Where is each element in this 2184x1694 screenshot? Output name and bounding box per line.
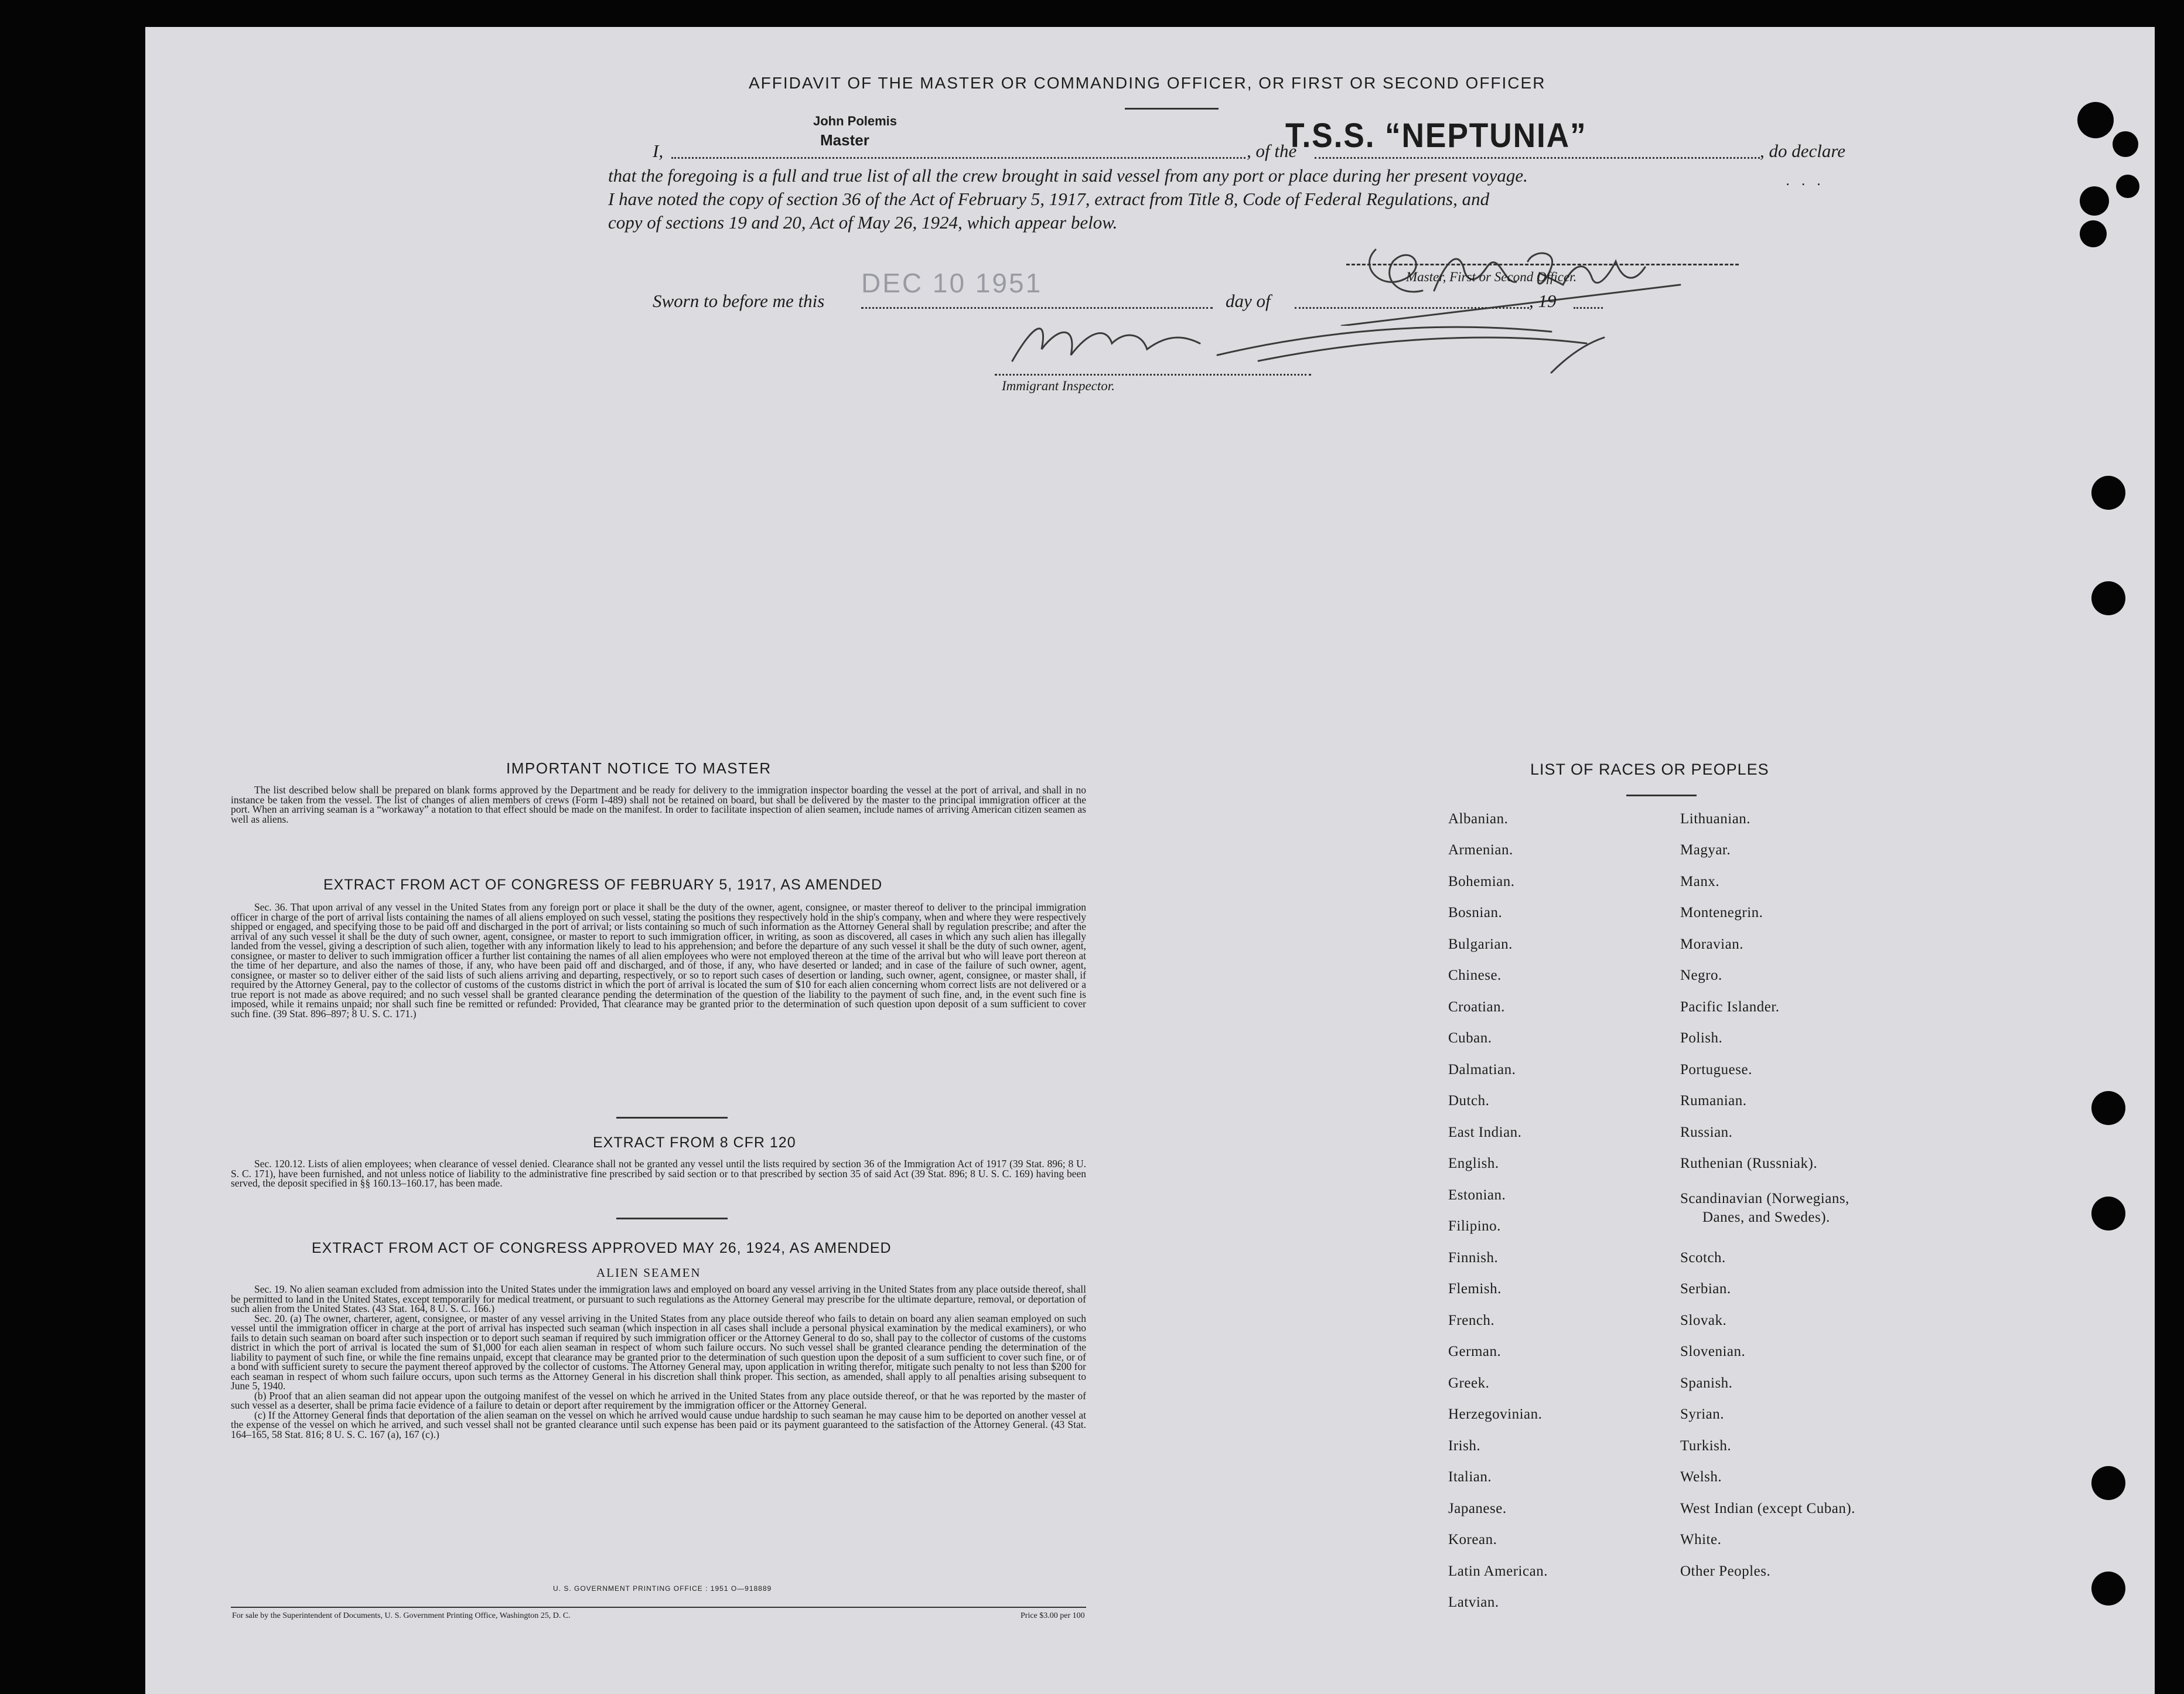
race-item: Rumanian. [1680,1093,1747,1109]
race-item: Filipino. [1448,1218,1501,1234]
vessel-name: T.S.S. “NEPTUNIA” [1285,117,1587,155]
race-item: Lithuanian. [1680,811,1751,827]
race-item: Cuban. [1448,1030,1492,1046]
race-item: Scotch. [1680,1250,1726,1266]
race-item: Bosnian. [1448,905,1503,921]
race-item: Moravian. [1680,936,1743,952]
binder-hole [2091,476,2125,510]
race-item: Spanish. [1680,1375,1733,1391]
race-item: Finnish. [1448,1250,1499,1266]
date-stamp: DEC 10 1951 [861,268,1043,298]
year-label: , 19 [1529,291,1557,311]
race-item: Flemish. [1448,1281,1502,1297]
race-item: Russian. [1680,1124,1733,1140]
extract-1917-body [231,902,1086,1018]
notice-body [231,785,1086,824]
race-item: Latvian. [1448,1594,1499,1610]
race-item: Slovak. [1680,1313,1727,1328]
section-20b-text: (b) Proof that an alien seaman did not appear upon the outgoing manifest of the vessel on which he arrived in the United States from any place outside thereof, or that he was reported by the master of such vessel as a deserter, shall be prima facie evidence of a failure to detain or deport after requirement by the immigration officer or the Attorney General. [231,1389,1086,1411]
day-of-label: day of [1226,291,1271,311]
race-item: Croatian. [1448,999,1505,1015]
race-item: Bulgarian. [1448,936,1513,952]
printing-office-note: U. S. GOVERNMENT PRINTING OFFICE : 1951 O—918889 [553,1584,772,1593]
binder-hole [2091,1572,2125,1606]
section-36-text: Sec. 36. That upon arrival of any vessel in the United States from any foreign port or place it shall be the duty of the owner, agent, consignee, or master thereof to deliver to the principal immigration officer in charge of the port of arrival lists containing the names of all aliens employed on such vessel, stating the positions they respectively hold in the ship's company, when and where they were respectively shipped or engaged, and specifying those to be paid off and discharged in the port of arrival; or lists containing so much of such information as the Attorney General shall by regulation prescribe; and after the arrival of any such vessel it shall be the duty of such owner, agent, consignee, or master to report to such immigration officer, in writing, as soon as discovered, all cases in which any such alien has illegally landed from the vessel, giving a description of such alien, together with any information likely to lead to his apprehension; and before the departure of any such vessel it shall be the duty of such owner, agent, consignee, or master to deliver to such immigration officer a further list containing the names of all alien employees who were not employed thereon at the time of the arrival but who will leave port thereon at the time of her departure, and also the names of those, if any, who have been paid off and discharged, and of those, if any, who have deserted or landed; and in case of the failure of such owner, agent, consignee, or master so to deliver either of the said lists of such aliens arriving and departing, respectively, or so to report such cases of desertion or landing, such owner, agent, consignee, or master shall, if required by the Attorney General, pay to the collector of customs of the customs district in which the port of arrival is located the sum of $10 for each alien concerning whom correct lists are not delivered or a true report is not made as above required; and no such vessel shall be granted clearance pending the determination of the question of the liability to the payment of such fine, and, in the event such fine is imposed, while it remains unpaid; nor shall such fine be remitted or refunded: Provided, That clearance may be granted prior to the determination of such question upon deposit of a sum sufficient to cover such fine. (39 Stat. 896–897; 8 U. S. C. 171.) [231,901,1086,1020]
extract-1924-title: EXTRACT FROM ACT OF CONGRESS APPROVED MAY 26, 1924, AS AMENDED [312,1240,892,1256]
notice-text: The list described below shall be prepared on blank forms approved by the Department and be ready for delivery to the immigration inspector boarding the vessel at the port of arrival, and shall in no instance be taken from the vessel. The list of changes of alien members of crews (Form I-489) shall not be retained on board, but shall be delivered by the master to the principal immigration officer at the port. When an arriving seaman is a “workaway” a notation to that effect should be made on the manifest. In order to facilitate inspection of alien seamen, include names of arriving American citizen seamen as well as aliens. [231,784,1086,825]
races-divider [1626,795,1697,796]
inspector-line [995,374,1311,376]
race-item: Irish. [1448,1438,1481,1454]
race-item: Latin American. [1448,1563,1548,1579]
master-name: John Polemis [813,114,898,128]
race-item: Welsh. [1680,1469,1722,1485]
section-20c-text: (c) If the Attorney General finds that deportation of the alien seaman on the vessel on which he arrived would cause undue hardship to such seaman he may cause him to be deported on another vessel at the expense of the vessel on which he arrived, and such vessel shall not be granted clearance until such expense has been paid or its payment guaranteed to the satisfaction of the Attorney General. (43 Stat. 164–165, 58 Stat. 816; 8 U. S. C. 167 (a), 167 (c).) [231,1409,1086,1440]
binder-hole [2116,175,2139,198]
declaration-line-3: copy of sections 19 and 20, Act of May 26, 1924, which appear below. [608,212,1118,233]
race-item: Estonian. [1448,1187,1506,1203]
race-item: Syrian. [1680,1406,1725,1422]
affidavit-title: AFFIDAVIT OF THE MASTER OR COMMANDING OFFICER, OR FIRST OR SECOND OFFICER [749,74,1546,92]
divider-2 [616,1218,728,1219]
binder-hole [2080,186,2109,216]
race-item: Scandinavian (Norwegians, [1680,1191,1849,1206]
race-item: Slovenian. [1680,1344,1746,1359]
race-item: Portuguese. [1680,1062,1752,1078]
name-line [671,157,1245,159]
race-item: West Indian (except Cuban). [1680,1501,1855,1516]
race-item: English. [1448,1156,1499,1171]
section-19-text: Sec. 19. No alien seaman excluded from admission into the United States under the immigration laws and employed on board any vessel arriving in the United States from any place outside thereof, shall be permitted to land in the United States, except temporarily for medical treatment, or pursuant to such regulations as the Attorney General may prescribe for the ultimate departure, removal, or deportation of such alien from the United States. (43 Stat. 164, 8 U. S. C. 166.) [231,1283,1086,1314]
race-item: Other Peoples. [1680,1563,1771,1579]
title-divider [1125,108,1219,110]
race-item: German. [1448,1344,1502,1359]
race-item: Bohemian. [1448,874,1515,889]
signer-caption: Master, First or Second Officer. [1406,270,1577,284]
alien-seamen-subtitle: ALIEN SEAMEN [596,1266,701,1280]
footer-sale-note: For sale by the Superintendent of Documents, U. S. Government Printing Office, Washington 25, D. C. [232,1611,571,1620]
extract-cfr-title: EXTRACT FROM 8 CFR 120 [593,1134,796,1151]
race-item: Japanese. [1448,1501,1507,1516]
binder-hole [2113,131,2138,157]
race-item: White. [1680,1532,1722,1548]
notice-title: IMPORTANT NOTICE TO MASTER [506,759,772,777]
race-item: East Indian. [1448,1124,1522,1140]
section-20a-text: Sec. 20. (a) The owner, charterer, agent, consignee, or master of any vessel arriving in the United States from any place outside thereof who fails to detain on board any alien seaman employed on such vessel until the immigration officer in charge at the port of arrival has inspected such seaman (which inspection in all cases shall include a personal physical examination by the medical examiners), or who fails to detain such seaman on board after such inspection or to deport such seaman if required by such immigration officer or the Attorney General to do so, shall pay to the collector of customs of the customs district in which the port of arrival is located the sum of $1,000 for each alien seaman in respect of whom such failure occurs. No such vessel shall be granted clearance pending the determination of the liability to payment of such fine, or while the fine remains unpaid, except that clearance may be granted prior to the determination of such question upon the deposit of a sum sufficient to cover such fine, or of a bond with sufficient surety to secure the payment thereof approved by the collector of customs. The Attorney General may, upon application in writing therefor, mitigate such penalty to not less than $200 for each seaman in respect of whom such failure occurs, upon such terms as the Attorney General in his discretion shall think proper. This section, as amended, shall apply to all penalties arising subsequent to June 5, 1940. [231,1312,1086,1392]
divider-1 [616,1117,728,1119]
do-declare-label: , do declare [1760,141,1846,161]
race-item: Armenian. [1448,842,1513,858]
race-item: Ruthenian (Russniak). [1680,1156,1818,1171]
of-the-label: , of the [1247,141,1297,161]
race-item: Montenegrin. [1680,905,1763,921]
race-item: Chinese. [1448,967,1502,983]
inspector-caption: Immigrant Inspector. [1002,379,1115,393]
race-item: Korean. [1448,1532,1497,1548]
race-item: Turkish. [1680,1438,1732,1454]
vessel-line [1315,157,1760,159]
binder-hole [2077,102,2114,138]
extract-1917-title: EXTRACT FROM ACT OF CONGRESS OF FEBRUARY 5, 1917, AS AMENDED [323,877,883,893]
binder-hole [2080,220,2107,247]
race-item: Greek. [1448,1375,1490,1391]
race-item: Negro. [1680,967,1722,983]
binder-hole [2091,1197,2125,1231]
race-item: Pacific Islander. [1680,999,1780,1015]
form-sheet: AFFIDAVIT OF THE MASTER OR COMMANDING OFFICER, OR FIRST OR SECOND OFFICER John Polemis Master I, , of the T.S.S. “NEPTUNIA” , do declare that the foregoing is a full and true list of all the crew brought in said vessel from any port or place during her present voyage. I have noted the copy of section 36 of the Act of February 5, 1917, extract from Title 8, Code of Federal Regulations, and copy of sections 19 and 20, Act of May 26, 1924, which appear below. . . . Master, First or Second Officer. Sworn to before me this DEC 10 1951 day of , 19 Immigrant Inspector. IMPORTANT NOTICE TO MASTER The list described below shall be prepared on blank forms approved by the Department and be ready for delivery to the immigration inspector boarding the vessel at the port of arrival, and shall in no instance be taken from the vessel. The list of changes of alien members of crews (Form I-489) shall not be retained on board, but shall be delivered by the master to the principal immigration officer at the port. When an arriving seaman is a “workaway” a notation to that effect should be made on the manifest. In order to facilitate inspection of alien seamen, include names of arriving American citizen seamen as well as aliens. EXTRACT FROM ACT OF CONGRESS OF FEBRUARY 5, 1917, AS AMENDED Sec. 36. That upon arrival of any vessel in the United States from any foreign port or place it shall be the duty of the owner, agent, consignee, or master thereof to deliver to the principal immigration officer in charge of the port of arrival lists containing the names of all aliens employed on such vessel, stating the positions they respectively hold in the ship's company, when and where they were respectively shipped or engaged, and specifying those to be paid off and discharged in the port of arrival; or lists containing so much of such information as the Attorney General shall by regulation prescribe; and after the arrival of any such vessel it shall be the duty of such owner, agent, consignee, or master to report to such immigration officer, in writing, as soon as discovered, all cases in which any such alien has illegally landed from the vessel, giving a description of such alien, together with any information likely to lead to his apprehension; and before the departure of any such vessel it shall be the duty of such owner, agent, consignee, or master to deliver to such immigration officer a further list containing the names of all alien employees who were not employed thereon at the time of the arrival but who will leave port thereon at the time of her departure, and also the names of those, if any, who have been paid off and discharged, and of those, if any, who have deserted or landed; and in case of the failure of such owner, agent, consignee, or master so to deliver either of the said lists of such aliens arriving and departing, respectively, or so to report such cases of desertion or landing, such owner, agent, consignee, or master shall, if required by the Attorney General, pay to the collector of customs of the customs district in which the port of arrival is located the sum of $10 for each alien concerning whom correct lists are not delivered or a true report is not made as above required; and no such vessel shall be granted clearance pending the determination of the question of the liability to the payment of such fine, and, in the event such fine is imposed, while it remains unpaid; nor shall such fine be remitted or refunded: Provided, That clearance may be granted prior to the determination of such question upon deposit of a sum sufficient to cover such fine. (39 Stat. 896–897; 8 U. S. C. 171.) EXTRACT FROM 8 CFR 120 Sec. 120.12. Lists of alien employees; when clearance of vessel denied. Clearance shall not be granted any vessel until the lists required by section 36 of the Immigration Act of 1917 (39 Stat. 896; 8 U. S. C. 171), have been furnished, and not unless notice of liability to the administrative fine prescribed by said section or to that prescribed by section 35 of said Act (39 Stat. 896; 8 U. S. C. 169) having been served, the deposit specified in §§ 160.13–160.17, has been made. EXTRACT FROM ACT OF CONGRESS APPROVED MAY 26, 1924, AS AMENDED ALIEN SEAMEN Sec. 19. No alien seaman excluded from admission into the United States under the immigration laws and employed on board any vessel arriving in the United States from any place outside thereof, shall be permitted to land in the United States, except temporarily for medical treatment, or pursuant to such regulations as the Attorney General may prescribe for the ultimate departure, removal, or deportation of such alien from the United States. (43 Stat. 164, 8 U. S. C. 166.) Sec. 20. (a) The owner, charterer, agent, consignee, or master of any vessel arriving in the United States from any place outside thereof who fails to detain on board any alien seaman employed on such vessel until the immigration officer in charge at the port of arrival has inspected such seaman (which inspection in all cases shall include a personal physical examination by the medical examiners), or who fails to detain such seaman on board after such inspection or to deport such seaman if required by such immigration officer or the Attorney General to do so, shall pay to the collector of customs of the customs district in which the port of arrival is located the sum of $1,000 for each alien seaman in respect of whom such failure occurs. No such vessel shall be granted clearance pending the determination of the liability to payment of such fine, or while the fine remains unpaid, except that clearance may be granted prior to the determination of such question upon the deposit of a sum sufficient to cover such fine, or of a bond with sufficient surety to secure the payment thereof approved by the collector of customs. The Attorney General may, upon application in writing therefor, mitigate such penalty to not less than $200 for each seaman in respect of whom such failure occurs, upon such terms as the Attorney General in his discretion shall think proper. This section, as amended, shall apply to all penalties arising subsequent to June 5, 1940. (b) Proof that an alien seaman did not appear upon the outgoing manifest of the vessel on which he arrived in the United States from any place outside thereof, or that he was reported by the master of such vessel as a deserter, shall be prima facie evidence of a failure to detain or deport after requirement by the immigration officer or the Attorney General. (c) If the Attorney General finds that deportation of the alien seaman on the vessel on which he arrived would cause undue hardship to such seaman he may cause him to be deported on another vessel at the expense of the vessel on which he arrived, and such vessel shall not be granted clearance until such expense has been paid or its payment guaranteed to the satisfaction of the Attorney General. (43 Stat. 164–165, 58 Stat. 816; 8 U. S. C. 167 (a), 167 (c).) U. S. GOVERNMENT PRINTING OFFICE : 1951 O—918889 For sale by the Superintendent of Documents, U. S. Government Printing Office, Washington 25, D. C. Price $3.00 per 100 LIST OF RACES OR PEOPLES Albanian. Armenian. Bohemian. Bosnian. Bulgarian. Chinese. Croatian. Cuban. Dalmatian. Dutch. East Indian. English. Estonian. Filipino. Finnish. Flemish. French. German. Greek. Herzegovinian. Irish. Italian. Japanese. Korean. Latin American. Latvian. Lithuanian. Magyar. Manx. Montenegrin. Moravian. Negro. Pacific Islander. Polish. Portuguese. Rumanian. Russian. Ruthenian (Russniak). Scandinavian (Norwegians, Danes, and Swedes). Scotch. Serbian. Slovak. Slovenian. Spanish. Syrian. Turkish. Welsh. West Indian (except Cuban). White. Other Peoples. [145,27,2155,1694]
race-item: Manx. [1680,874,1720,889]
signature-line [1346,264,1739,265]
race-item: French. [1448,1313,1495,1328]
race-item: Dutch. [1448,1093,1490,1109]
i-label: I, [653,141,664,161]
binder-hole [2091,1466,2125,1500]
race-item: Serbian. [1680,1281,1731,1297]
race-item: Dalmatian. [1448,1062,1516,1078]
sworn-label: Sworn to before me this [653,291,825,311]
race-item: Albanian. [1448,811,1509,827]
footer-price: Price $3.00 per 100 [1021,1611,1085,1620]
binder-hole [2091,1091,2125,1125]
race-item: Danes, and Swedes). [1702,1209,1830,1225]
declaration-line-1: that the foregoing is a full and true list of all the crew brought in said vessel from any port or place during her present voyage. [608,165,1528,186]
races-title: LIST OF RACES OR PEOPLES [1530,761,1769,778]
master-role: Master [820,131,869,149]
extract-1924-body [231,1284,1086,1439]
race-item: Polish. [1680,1030,1723,1046]
binder-hole [2091,581,2125,615]
extract-cfr-body [231,1159,1086,1188]
race-item: Italian. [1448,1469,1492,1485]
footer-rule [231,1607,1086,1608]
race-item: Magyar. [1680,842,1731,858]
section-120-12-text: Sec. 120.12. Lists of alien employees; when clearance of vessel denied. Clearance shall not be granted any vessel until the lists required by section 36 of the Immigration Act of 1917 (39 Stat. 896; 8 U. S. C. 171), have been furnished, and not unless notice of liability to the administrative fine prescribed by said section or to that prescribed by section 35 of said Act (39 Stat. 896; 8 U. S. C. 169) having been served, the deposit specified in §§ 160.13–160.17, has been made. [231,1158,1086,1189]
declaration-line-2: I have noted the copy of section 36 of the Act of February 5, 1917, extract from Title 8, Code of Federal Regulations, and [608,189,1490,209]
race-item: Herzegovinian. [1448,1406,1543,1422]
